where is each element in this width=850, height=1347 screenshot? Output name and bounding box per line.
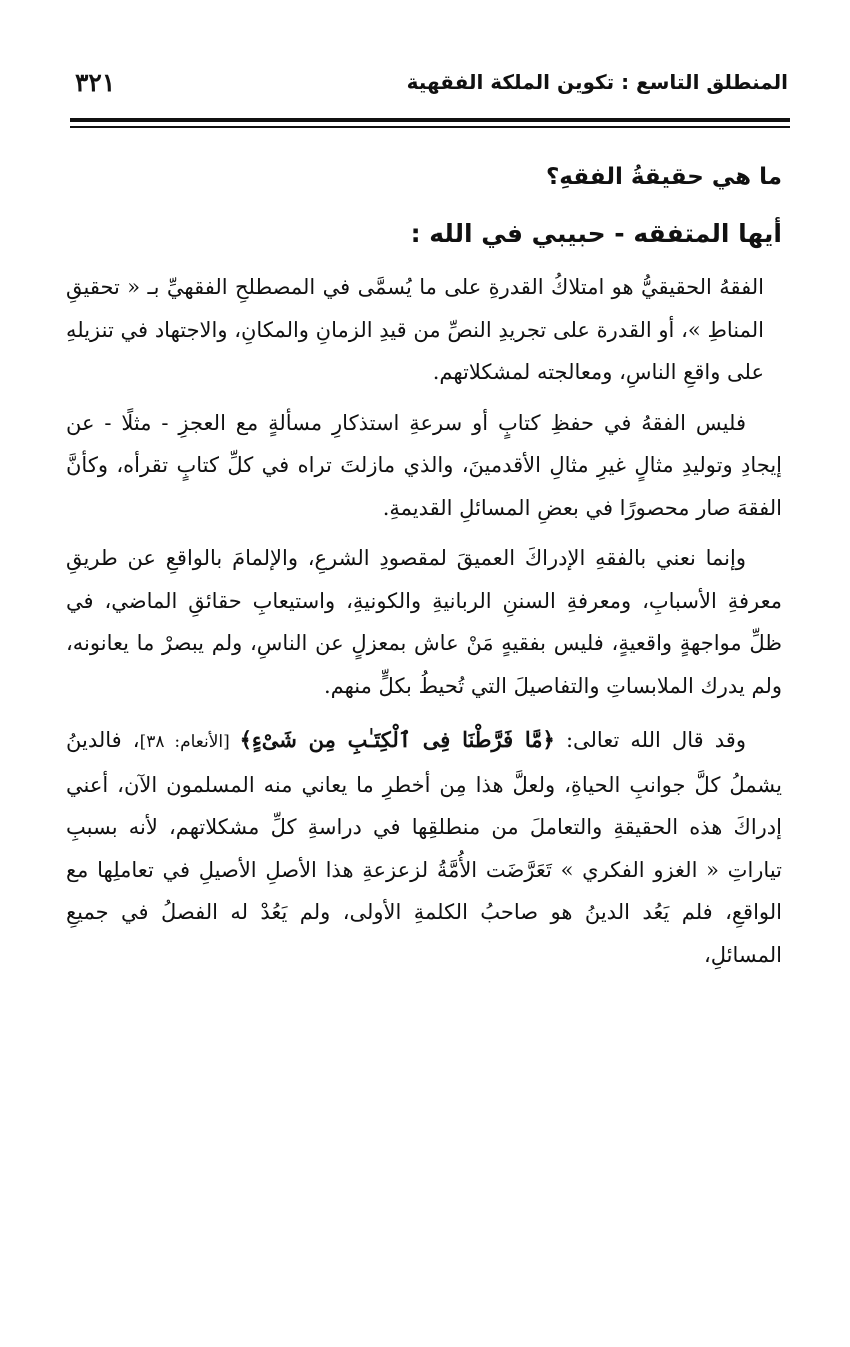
quran-verse: ﴿مَّا فَرَّطْنَا فِى ٱلْكِتَـٰبِ مِن شَىْءٍ﴾ <box>239 727 555 752</box>
header-rule-thin <box>70 126 790 128</box>
page-body <box>66 160 782 976</box>
verse-intro-text: وقد قال الله تعالى: <box>554 728 746 752</box>
running-title: المنطلق التاسع : تكوين الملكة الفقهية <box>406 70 788 94</box>
section-heading-address: أيها المتفقه - حبيبي في الله : <box>410 219 782 248</box>
paragraph-quran-verse <box>66 719 782 976</box>
header-rule-thick <box>70 118 790 122</box>
paragraph-deep-understanding: وإنما نعني بالفقهِ الإدراكَ العميقَ لمقصودِ الشرعِ، والإلمامَ بالواقعِ عن طريقِ معرفةِ الأسبابِ، ومعرفةِ السننِ الربانيةِ والكونيةِ، واستيعابِ حقائقِ الماضي، في ظلِّ مواجهةٍ واقعيةٍ، فليس بفقيهٍ مَنْ عاش بمعزلٍ عن الناسِ، ولم يبصرْ ما يعانونه، ولم يدرك الملابساتِ والتفاصيلَ التي تُحيطُ بكلٍّ منهم. <box>66 546 782 698</box>
paragraph-definition: الفقهُ الحقيقيُّ هو امتلاكُ القدرةِ على ما يُسمَّى في المصطلحِ الفقهيِّ بـ « تحقيقِ المناطِ »، أو القدرة على تجريدِ النصِّ من قيدِ الزمانِ والمكانِ، والاجتهاد في تنزيلهِ على واقعِ الناسِ، ومعالجته لمشكلاتهم. <box>66 275 764 384</box>
paragraph-not-memorization: فليس الفقهُ في حفظِ كتابٍ أو سرعةِ استذكارِ مسألةٍ مع العجزِ - مثلًا - عن إيجادِ وتوليدِ مثالٍ غيرِ مثالِ الأقدمينَ، والذي مازلتَ تراه في كلِّ كتابٍ تقرأه، وكأنَّ الفقهَ صار محصورًا في بعضِ المسائلِ القديمةِ. <box>66 410 782 520</box>
verse-continuation-text: ، فالدينُ يشملُ كلَّ جوانبِ الحياةِ، ولعلَّ هذا مِن أخطرِ ما يعاني منه المسلمون الآن، أعني إدراكَ هذه الحقيقةِ والتعاملَ من منطلقِها في دراسةِ كلِّ مشكلاتهم، لأنه بسببِ تياراتِ « الغزو الفكري » تَعَرَّضَت الأُمَّةُ لزعزعةِ هذا الأصلِ الأصيلِ في تعاملِها مع الواقعِ، فلم يَعُد الدينُ هو صاحبُ الكلمةِ الأولى، ولم يَعُدْ له الفصلُ في جميعِ المسائلِ، <box>66 728 782 967</box>
section-heading-question: ما هي حقيقةُ الفقهِ؟ <box>545 164 782 190</box>
page-number: ٣٢١ <box>75 67 116 97</box>
running-header <box>75 62 788 102</box>
verse-citation: [الأنعام: ٣٨] <box>139 732 240 752</box>
